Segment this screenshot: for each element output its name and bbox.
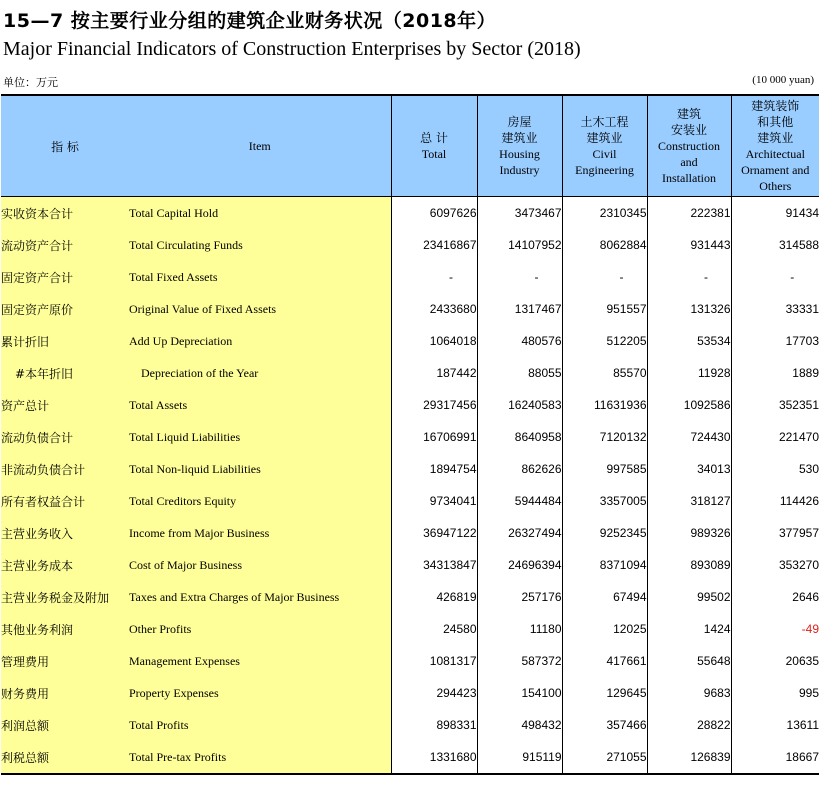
header-ornament xyxy=(731,95,819,197)
header-housing xyxy=(477,95,562,197)
row-item-en: Taxes and Extra Charges of Major Business xyxy=(129,581,391,613)
header-housing-cn: 房屋 建筑业 xyxy=(501,115,538,145)
row-indicator-cn: #本年折旧 xyxy=(1,357,129,389)
value-cell: 24580 xyxy=(391,613,477,645)
row-indicator-cn: 累计折旧 xyxy=(1,325,129,357)
value-cell: 11631936 xyxy=(562,389,647,421)
value-cell: 11928 xyxy=(647,357,731,389)
value-cell: - xyxy=(731,261,819,293)
value-cell: 2310345 xyxy=(562,197,647,230)
row-item-en: Total Fixed Assets xyxy=(129,261,391,293)
value-cell: 426819 xyxy=(391,581,477,613)
value-cell: 91434 xyxy=(731,197,819,230)
value-cell: 357466 xyxy=(562,709,647,741)
value-cell: 20635 xyxy=(731,645,819,677)
table-row xyxy=(1,229,819,261)
value-cell: 353270 xyxy=(731,549,819,581)
value-cell: 480576 xyxy=(477,325,562,357)
value-cell: 1889 xyxy=(731,357,819,389)
value-cell: 257176 xyxy=(477,581,562,613)
value-cell: 997585 xyxy=(562,453,647,485)
table-row xyxy=(1,485,819,517)
value-cell: - xyxy=(391,261,477,293)
value-cell: 14107952 xyxy=(477,229,562,261)
table-row xyxy=(1,613,819,645)
row-item-en: Total Circulating Funds xyxy=(129,229,391,261)
value-cell: 131326 xyxy=(647,293,731,325)
value-cell: 85570 xyxy=(562,357,647,389)
value-cell: 1331680 xyxy=(391,741,477,774)
table-row xyxy=(1,453,819,485)
value-cell: 16240583 xyxy=(477,389,562,421)
row-item-en: Total Profits xyxy=(129,709,391,741)
value-cell: 187442 xyxy=(391,357,477,389)
value-cell: 26327494 xyxy=(477,517,562,549)
table-row xyxy=(1,677,819,709)
value-cell: - xyxy=(477,261,562,293)
row-item-en: Other Profits xyxy=(129,613,391,645)
value-cell: 2433680 xyxy=(391,293,477,325)
value-cell: 53534 xyxy=(647,325,731,357)
value-cell: 129645 xyxy=(562,677,647,709)
value-cell: 271055 xyxy=(562,741,647,774)
value-cell: 55648 xyxy=(647,645,731,677)
value-cell: 3473467 xyxy=(477,197,562,230)
value-cell: 1092586 xyxy=(647,389,731,421)
row-indicator-cn: 主营业务收入 xyxy=(1,517,129,549)
unit-label-en: (10 000 yuan) xyxy=(752,74,814,86)
value-cell: 352351 xyxy=(731,389,819,421)
unit-label-cn: 单位：万元 xyxy=(3,76,58,89)
value-cell: 154100 xyxy=(477,677,562,709)
table-row xyxy=(1,197,819,230)
value-cell: 9734041 xyxy=(391,485,477,517)
value-cell: 377957 xyxy=(731,517,819,549)
value-cell: 7120132 xyxy=(562,421,647,453)
row-indicator-cn: 其他业务利润 xyxy=(1,613,129,645)
value-cell: 222381 xyxy=(647,197,731,230)
table-row xyxy=(1,741,819,774)
value-cell: 13611 xyxy=(731,709,819,741)
value-cell: 8371094 xyxy=(562,549,647,581)
value-cell: 88055 xyxy=(477,357,562,389)
value-cell: 318127 xyxy=(647,485,731,517)
header-row xyxy=(1,95,819,197)
value-cell: 34313847 xyxy=(391,549,477,581)
value-cell: 1081317 xyxy=(391,645,477,677)
value-cell: 67494 xyxy=(562,581,647,613)
value-cell: 28822 xyxy=(647,709,731,741)
value-cell: 126839 xyxy=(647,741,731,774)
value-cell: 34013 xyxy=(647,453,731,485)
header-installation xyxy=(647,95,731,197)
value-cell: 498432 xyxy=(477,709,562,741)
value-cell: -49 xyxy=(731,613,819,645)
financial-table xyxy=(1,94,819,775)
value-cell: 724430 xyxy=(647,421,731,453)
header-item-en: Item xyxy=(129,95,391,197)
row-indicator-cn: 管理费用 xyxy=(1,645,129,677)
header-civil-cn: 土木工程 建筑业 xyxy=(580,115,629,145)
row-indicator-cn: 实收资本合计 xyxy=(1,197,129,230)
row-indicator-cn: 流动负债合计 xyxy=(1,421,129,453)
row-item-en: Property Expenses xyxy=(129,677,391,709)
value-cell: 9252345 xyxy=(562,517,647,549)
row-item-en: Management Expenses xyxy=(129,645,391,677)
page-title-en: Major Financial Indicators of Construction Enterprises by Sector (2018) xyxy=(3,38,581,60)
table-row xyxy=(1,709,819,741)
value-cell: 915119 xyxy=(477,741,562,774)
row-indicator-cn: 固定资产原价 xyxy=(1,293,129,325)
value-cell: 24696394 xyxy=(477,549,562,581)
value-cell: 114426 xyxy=(731,485,819,517)
header-ornament-cn: 建筑装饰 和其他 建筑业 xyxy=(751,99,800,145)
value-cell: 23416867 xyxy=(391,229,477,261)
header-installation-cn: 建筑 安装业 xyxy=(670,107,707,137)
row-indicator-cn: 资产总计 xyxy=(1,389,129,421)
value-cell: - xyxy=(562,261,647,293)
value-cell: 931443 xyxy=(647,229,731,261)
value-cell: 294423 xyxy=(391,677,477,709)
table-row xyxy=(1,549,819,581)
value-cell: 99502 xyxy=(647,581,731,613)
header-civil-en: Civil Engineering xyxy=(575,147,634,177)
table-row xyxy=(1,357,819,389)
table-row xyxy=(1,645,819,677)
value-cell: 36947122 xyxy=(391,517,477,549)
row-item-en: Cost of Major Business xyxy=(129,549,391,581)
header-installation-en: Construction and Installation xyxy=(658,139,720,185)
value-cell: 6097626 xyxy=(391,197,477,230)
row-item-en: Total Creditors Equity xyxy=(129,485,391,517)
value-cell: - xyxy=(647,261,731,293)
row-item-en: Total Capital Hold xyxy=(129,197,391,230)
value-cell: 898331 xyxy=(391,709,477,741)
row-item-en: Depreciation of the Year xyxy=(129,357,391,389)
table-row xyxy=(1,421,819,453)
value-cell: 33331 xyxy=(731,293,819,325)
value-cell: 1064018 xyxy=(391,325,477,357)
row-item-en: Add Up Depreciation xyxy=(129,325,391,357)
value-cell: 989326 xyxy=(647,517,731,549)
value-cell: 530 xyxy=(731,453,819,485)
row-item-en: Original Value of Fixed Assets xyxy=(129,293,391,325)
page-title-cn: 15—7 按主要行业分组的建筑企业财务状况（2018年） xyxy=(3,10,497,32)
table-row xyxy=(1,517,819,549)
value-cell: 8062884 xyxy=(562,229,647,261)
table-row xyxy=(1,325,819,357)
value-cell: 11180 xyxy=(477,613,562,645)
header-total-cn: 总 计 xyxy=(420,131,448,145)
row-item-en: Total Non-liquid Liabilities xyxy=(129,453,391,485)
value-cell: 951557 xyxy=(562,293,647,325)
value-cell: 1424 xyxy=(647,613,731,645)
row-indicator-cn: 主营业务税金及附加 xyxy=(1,581,129,613)
table-row xyxy=(1,389,819,421)
row-indicator-cn: 利润总额 xyxy=(1,709,129,741)
value-cell: 587372 xyxy=(477,645,562,677)
row-indicator-cn: 利税总额 xyxy=(1,741,129,774)
value-cell: 862626 xyxy=(477,453,562,485)
value-cell: 16706991 xyxy=(391,421,477,453)
value-cell: 314588 xyxy=(731,229,819,261)
table-row xyxy=(1,261,819,293)
row-item-en: Total Liquid Liabilities xyxy=(129,421,391,453)
value-cell: 2646 xyxy=(731,581,819,613)
header-total-en: Total xyxy=(421,147,447,161)
header-indicator-cn: 指 标 xyxy=(1,95,129,197)
value-cell: 9683 xyxy=(647,677,731,709)
value-cell: 1894754 xyxy=(391,453,477,485)
value-cell: 512205 xyxy=(562,325,647,357)
row-indicator-cn: 非流动负债合计 xyxy=(1,453,129,485)
row-item-en: Total Pre-tax Profits xyxy=(129,741,391,774)
row-item-en: Income from Major Business xyxy=(129,517,391,549)
value-cell: 17703 xyxy=(731,325,819,357)
header-civil xyxy=(562,95,647,197)
table-row xyxy=(1,581,819,613)
value-cell: 5944484 xyxy=(477,485,562,517)
value-cell: 29317456 xyxy=(391,389,477,421)
value-cell: 3357005 xyxy=(562,485,647,517)
value-cell: 1317467 xyxy=(477,293,562,325)
row-indicator-cn: 所有者权益合计 xyxy=(1,485,129,517)
value-cell: 893089 xyxy=(647,549,731,581)
row-indicator-cn: 主营业务成本 xyxy=(1,549,129,581)
value-cell: 221470 xyxy=(731,421,819,453)
row-indicator-cn: 流动资产合计 xyxy=(1,229,129,261)
value-cell: 18667 xyxy=(731,741,819,774)
row-indicator-cn: 固定资产合计 xyxy=(1,261,129,293)
row-item-en: Total Assets xyxy=(129,389,391,421)
table-row xyxy=(1,293,819,325)
value-cell: 12025 xyxy=(562,613,647,645)
value-cell: 8640958 xyxy=(477,421,562,453)
header-total xyxy=(391,95,477,197)
row-indicator-cn: 财务费用 xyxy=(1,677,129,709)
header-housing-en: Housing Industry xyxy=(499,147,540,177)
header-ornament-en: Architectual Ornament and Others xyxy=(741,147,810,193)
value-cell: 995 xyxy=(731,677,819,709)
value-cell: 417661 xyxy=(562,645,647,677)
